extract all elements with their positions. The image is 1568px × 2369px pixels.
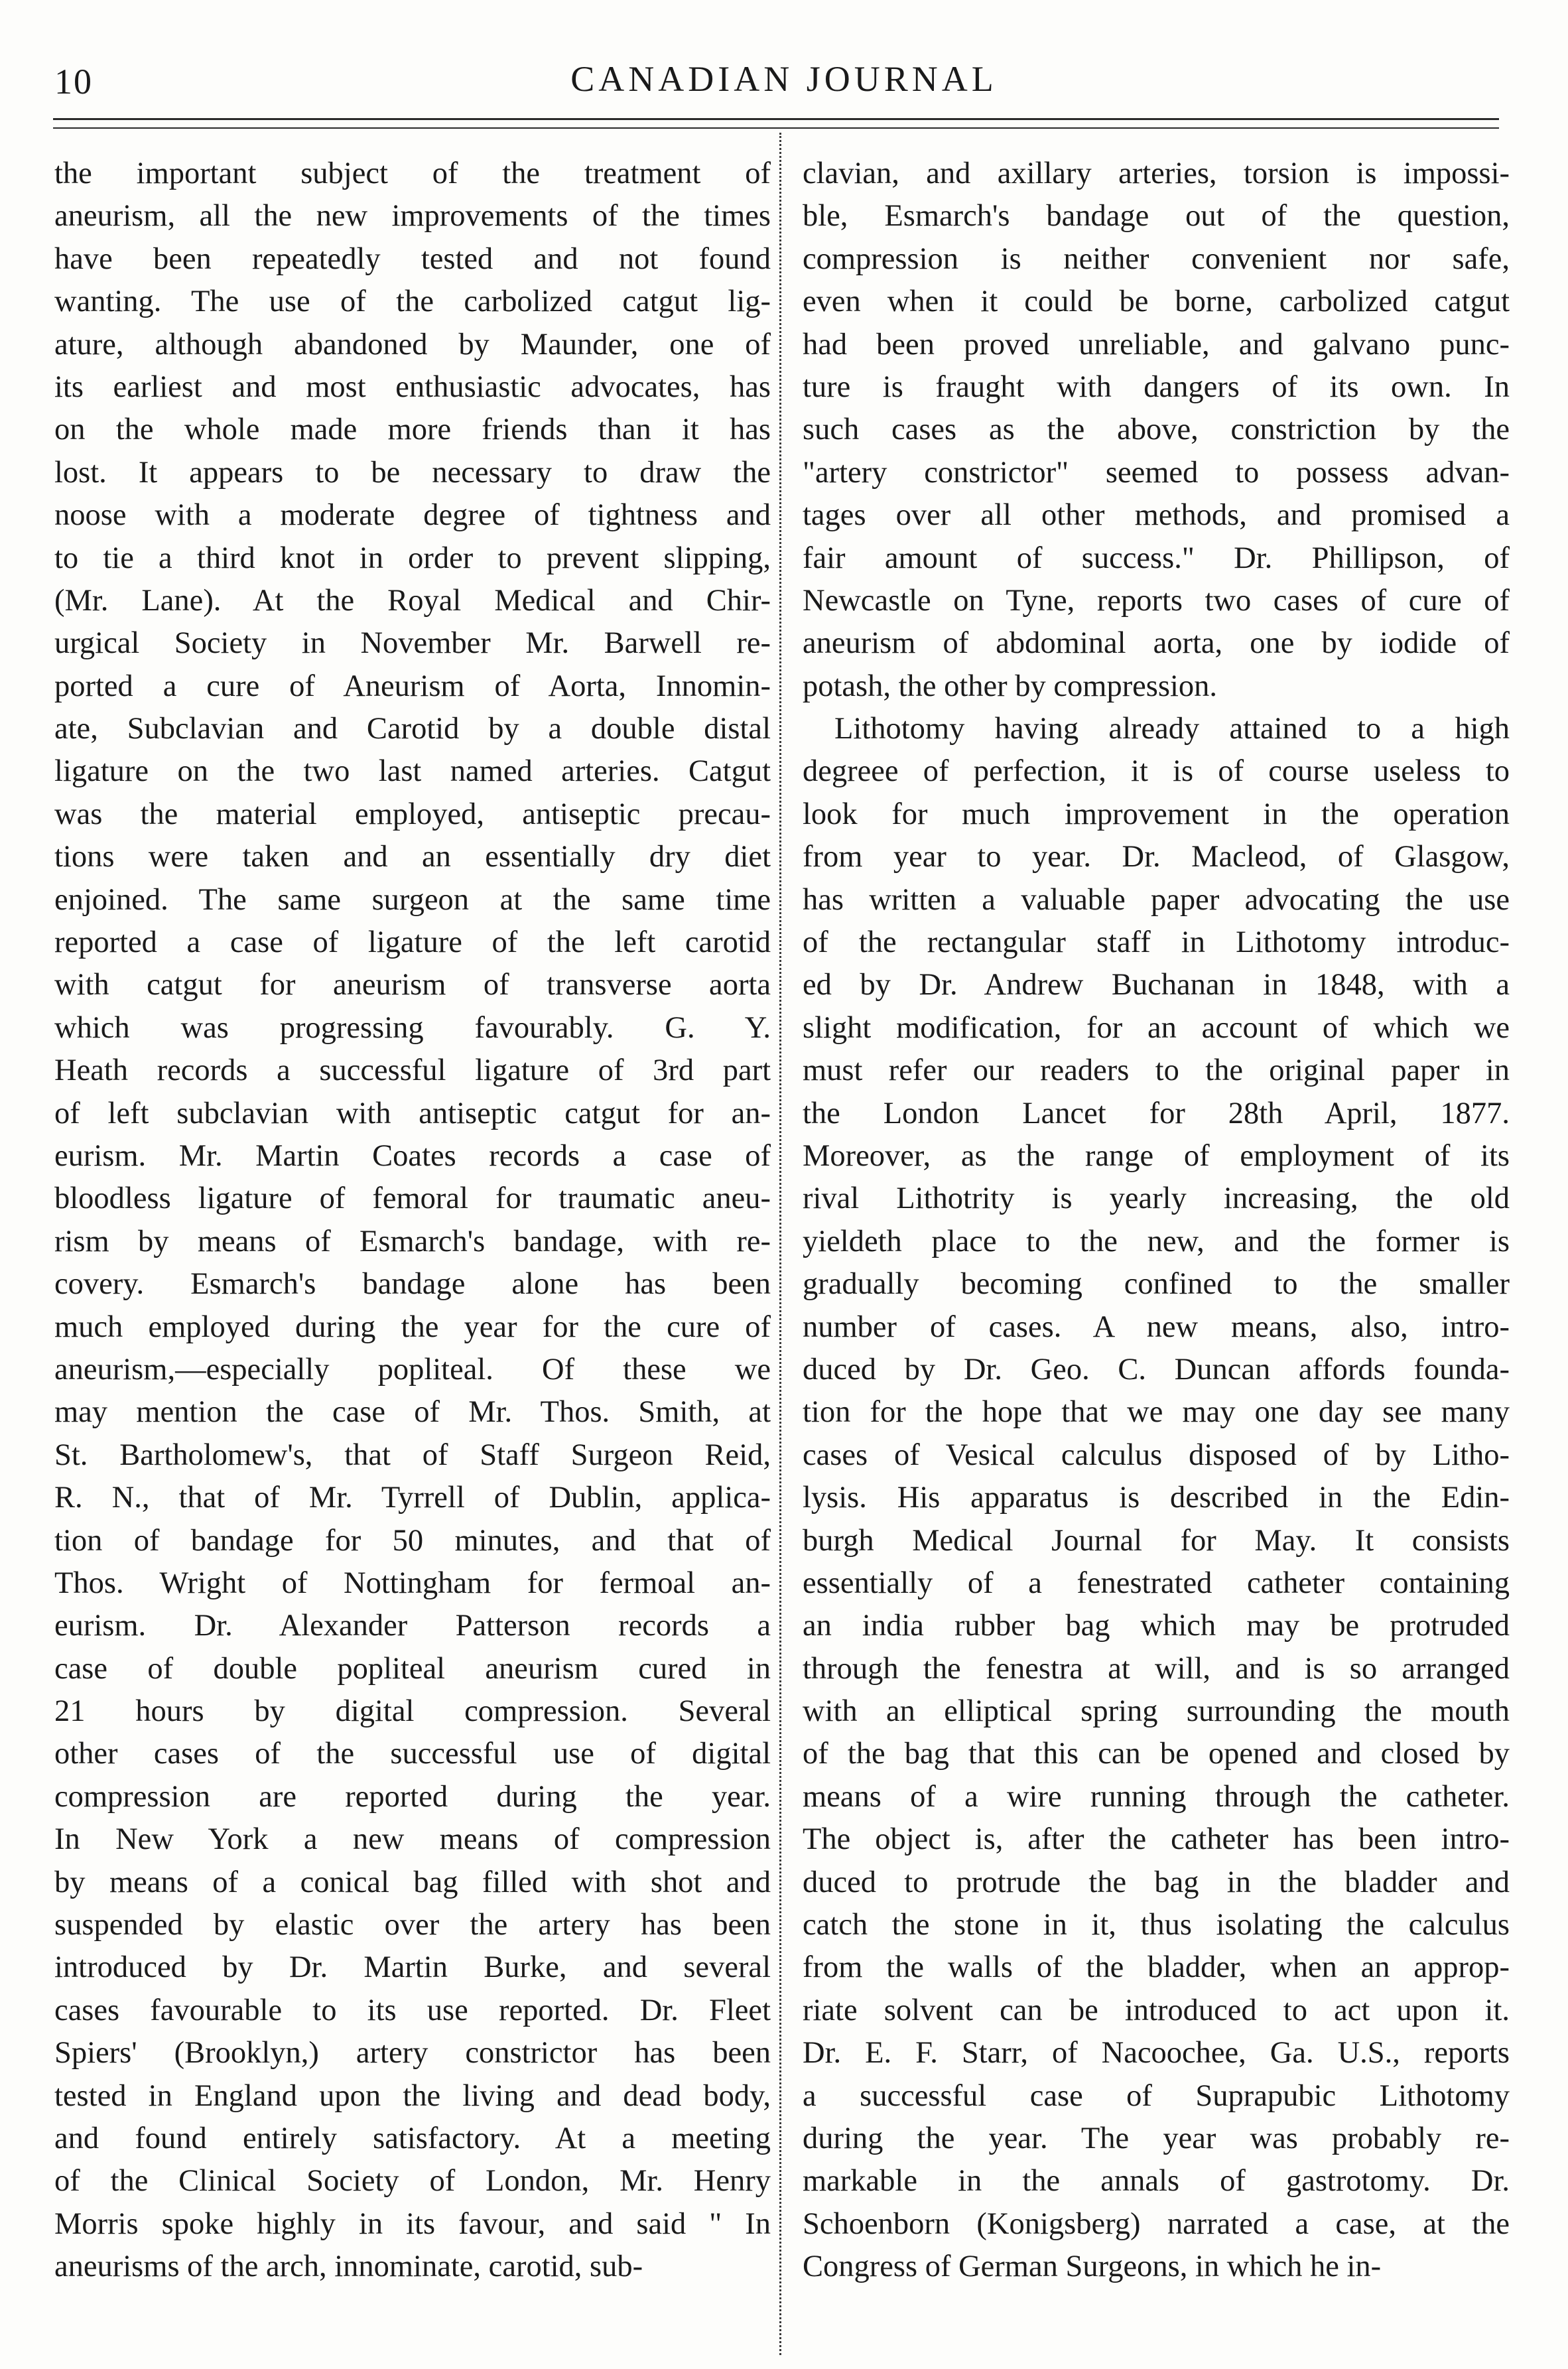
- text-line: must refer our readers to the original paper in: [803, 1053, 1510, 1088]
- text-line: was the material employed, antiseptic precau-: [54, 797, 771, 831]
- text-line: Newcastle on Tyne, reports two cases of cure of: [803, 583, 1510, 618]
- text-line: through the fenestra at will, and is so arranged: [803, 1651, 1510, 1686]
- text-line: has written a valuable paper advocating the use: [803, 882, 1510, 917]
- text-line: the important subject of the treatment of: [54, 157, 771, 190]
- text-line: during the year. The year was probably re-: [803, 2121, 1510, 2155]
- text-line: of the rectangular staff in Lithotomy introduc-: [803, 925, 1510, 960]
- text-line: ed by Dr. Andrew Buchanan in 1848, with a: [803, 968, 1510, 1002]
- text-line: The object is, after the catheter has been intro-: [803, 1822, 1510, 1857]
- text-line: Dr. E. F. Starr, of Nacoochee, Ga. U.S., reports: [803, 2036, 1510, 2070]
- text-line: rival Lithotrity is yearly increasing, the old: [803, 1182, 1510, 1216]
- text-line: look for much improvement in the operation: [803, 797, 1510, 831]
- text-line: had been proved unreliable, and galvano punc-: [803, 327, 1510, 362]
- text-line: ble, Esmarch's bandage out of the question,: [803, 199, 1510, 234]
- text-line: eurism. Mr. Martin Coates records a case of: [54, 1138, 771, 1173]
- text-line: clavian, and axillary arteries, torsion is impossi-: [803, 157, 1510, 190]
- text-line: eurism. Dr. Alexander Patterson records a: [54, 1609, 771, 1643]
- text-line: from the walls of the bladder, when an approp-: [803, 1950, 1510, 1985]
- text-line: which was progressing favourably. G. Y.: [54, 1010, 771, 1045]
- text-line: cases favourable to its use reported. Dr. Fleet: [54, 1993, 771, 2027]
- text-line: compression are reported during the year.: [54, 1779, 771, 1814]
- text-line: aneurism,—especially popliteal. Of these we: [54, 1352, 771, 1387]
- text-line: "artery constrictor" seemed to possess advan-: [803, 455, 1510, 490]
- text-line: aneurisms of the arch, innominate, carotid, sub-: [54, 2250, 643, 2284]
- text-line: Heath records a successful ligature of 3rd part: [54, 1053, 771, 1088]
- text-line: yieldeth place to the new, and the former is: [803, 1224, 1510, 1258]
- text-line: Spiers' (Brooklyn,) artery constrictor has been: [54, 2036, 771, 2070]
- text-line: compression is neither convenient nor safe,: [803, 241, 1510, 276]
- text-line: fair amount of success." Dr. Phillipson, of: [803, 541, 1510, 575]
- text-line: means of a wire running through the catheter.: [803, 1779, 1510, 1814]
- text-line: such cases as the above, constriction by the: [803, 413, 1510, 447]
- text-line: urgical Society in November Mr. Barwell re-: [54, 626, 771, 661]
- text-line: case of double popliteal aneurism cured in: [54, 1651, 771, 1686]
- text-line: a successful case of Suprapubic Lithotomy: [803, 2078, 1510, 2113]
- header-rule-thick: [53, 118, 1499, 120]
- text-line: ported a cure of Aneurism of Aorta, Innomin-: [54, 669, 771, 703]
- text-line: of the Clinical Society of London, Mr. Henry: [54, 2164, 771, 2199]
- text-line: (Mr. Lane). At the Royal Medical and Chir-: [54, 583, 771, 618]
- text-line: ature, although abandoned by Maunder, one of: [54, 327, 771, 362]
- text-line: much employed during the year for the cure of: [54, 1310, 771, 1344]
- text-line: noose with a moderate degree of tightness and: [54, 498, 771, 533]
- text-line: potash, the other by compression.: [803, 669, 1218, 703]
- text-line: even when it could be borne, carbolized catgut: [803, 285, 1510, 319]
- text-line: aneurism, all the new improvements of the times: [54, 199, 771, 234]
- text-line: catch the stone in it, thus isolating the calculus: [803, 1908, 1510, 1942]
- text-line: introduced by Dr. Martin Burke, and several: [54, 1950, 771, 1985]
- text-line: cases of Vesical calculus disposed of by Litho-: [803, 1438, 1510, 1472]
- text-line: of the bag that this can be opened and closed by: [803, 1737, 1510, 1771]
- text-line: enjoined. The same surgeon at the same time: [54, 882, 771, 917]
- text-line: riate solvent can be introduced to act upon it.: [803, 1993, 1510, 2027]
- text-line: ture is fraught with dangers of its own. In: [803, 370, 1510, 404]
- text-line: Moreover, as the range of employment of its: [803, 1138, 1510, 1173]
- text-line: covery. Esmarch's bandage alone has been: [54, 1267, 771, 1302]
- text-line: Schoenborn (Konigsberg) narrated a case, at the: [803, 2206, 1510, 2241]
- text-line: lost. It appears to be necessary to draw the: [54, 455, 771, 490]
- page-number: 10: [54, 62, 93, 102]
- text-line: an india rubber bag which may be protruded: [803, 1609, 1510, 1643]
- text-line: Morris spoke highly in its favour, and said " In: [54, 2206, 771, 2241]
- text-line: its earliest and most enthusiastic advocates, has: [54, 370, 771, 404]
- text-line: ate, Subclavian and Carotid by a double distal: [54, 712, 771, 746]
- text-line: reported a case of ligature of the left carotid: [54, 925, 771, 960]
- text-line: 21 hours by digital compression. Several: [54, 1694, 771, 1729]
- text-line: to tie a third knot in order to prevent slipping,: [54, 541, 771, 575]
- text-line: wanting. The use of the carbolized catgut lig-: [54, 285, 771, 319]
- text-line: Lithotomy having already attained to a high: [834, 712, 1510, 746]
- text-line: have been repeatedly tested and not found: [54, 241, 771, 276]
- text-line: from year to year. Dr. Macleod, of Glasgow,: [803, 840, 1510, 874]
- text-line: of left subclavian with antiseptic catgut for an-: [54, 1096, 771, 1130]
- column-divider: [779, 133, 781, 2355]
- text-line: tions were taken and an essentially dry diet: [54, 840, 771, 874]
- text-line: tages over all other methods, and promised a: [803, 498, 1510, 533]
- text-line: tion of bandage for 50 minutes, and that of: [54, 1523, 771, 1558]
- text-line: markable in the annals of gastrotomy. Dr.: [803, 2164, 1510, 2199]
- left-column: [54, 153, 771, 2289]
- running-head: CANADIAN JOURNAL: [570, 59, 998, 99]
- text-line: aneurism of abdominal aorta, one by iodide of: [803, 626, 1510, 661]
- text-line: suspended by elastic over the artery has been: [54, 1908, 771, 1942]
- text-line: and found entirely satisfactory. At a meeting: [54, 2121, 771, 2155]
- text-line: on the whole made more friends than it has: [54, 413, 771, 447]
- text-line: burgh Medical Journal for May. It consists: [803, 1523, 1510, 1558]
- text-line: the London Lancet for 28th April, 1877.: [803, 1096, 1510, 1130]
- text-line: duced to protrude the bag in the bladder and: [803, 1865, 1510, 1899]
- text-line: degreee of perfection, it is of course useless to: [803, 754, 1510, 789]
- right-column: [803, 153, 1510, 2289]
- text-line: tion for the hope that we may one day see many: [803, 1395, 1510, 1430]
- text-line: with catgut for aneurism of transverse aorta: [54, 968, 771, 1002]
- text-line: Thos. Wright of Nottingham for fermoal an-: [54, 1566, 771, 1600]
- text-line: tested in England upon the living and dead body,: [54, 2078, 771, 2113]
- text-line: rism by means of Esmarch's bandage, with re-: [54, 1224, 771, 1258]
- text-line: lysis. His apparatus is described in the Edin-: [803, 1481, 1510, 1515]
- text-line: by means of a conical bag filled with shot and: [54, 1865, 771, 1899]
- text-line: gradually becoming confined to the smaller: [803, 1267, 1510, 1302]
- text-line: with an elliptical spring surrounding the mouth: [803, 1694, 1510, 1729]
- text-line: may mention the case of Mr. Thos. Smith, at: [54, 1395, 771, 1430]
- text-line: In New York a new means of compression: [54, 1822, 771, 1857]
- text-line: St. Bartholomew's, that of Staff Surgeon Reid,: [54, 1438, 771, 1472]
- text-line: essentially of a fenestrated catheter containing: [803, 1566, 1510, 1600]
- text-line: bloodless ligature of femoral for traumatic aneu-: [54, 1182, 771, 1216]
- text-line: slight modification, for an account of which we: [803, 1010, 1510, 1045]
- text-line: Congress of German Surgeons, in which he in-: [803, 2250, 1382, 2284]
- header-rule-thin: [53, 127, 1499, 129]
- text-line: R. N., that of Mr. Tyrrell of Dublin, applica-: [54, 1481, 771, 1515]
- text-line: duced by Dr. Geo. C. Duncan affords founda-: [803, 1352, 1510, 1387]
- text-line: number of cases. A new means, also, intro-: [803, 1310, 1510, 1344]
- text-line: ligature on the two last named arteries. Catgut: [54, 754, 771, 789]
- text-line: other cases of the successful use of digital: [54, 1737, 771, 1771]
